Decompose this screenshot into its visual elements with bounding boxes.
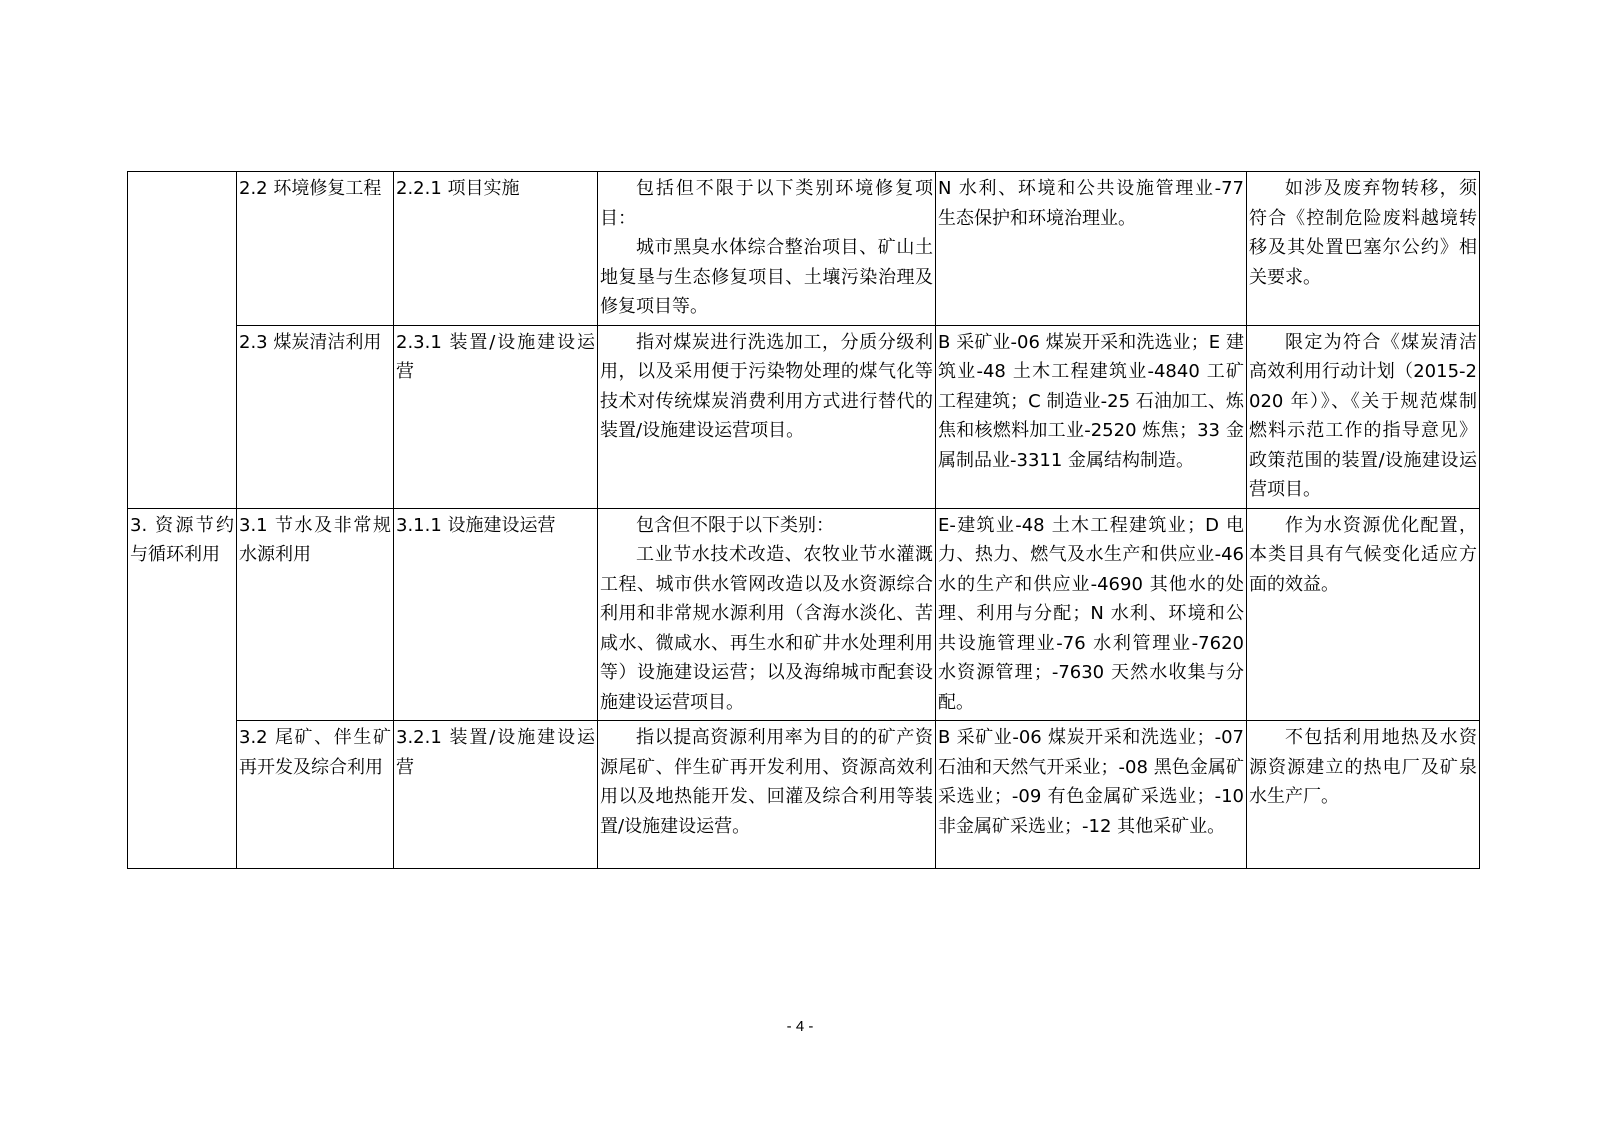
page-number: - 4 -	[786, 1018, 814, 1035]
table-row	[128, 172, 1480, 326]
notes-cell: 作为水资源优化配置，本类目具有气候变化适应方面的效益。	[1247, 508, 1480, 721]
industry-cell: N 水利、环境和公共设施管理业-77 生态保护和环境治理业。	[936, 172, 1247, 326]
description-cell	[598, 172, 936, 326]
item-cell: 2.2.1 项目实施	[394, 172, 598, 326]
item-cell: 3.2.1 装置/设施建设运营	[394, 721, 598, 869]
item-cell: 2.3.1 装置/设施建设运营	[394, 325, 598, 508]
industry-cell: B 采矿业-06 煤炭开采和洗选业；-07 石油和天然气开采业；-08 黑色金属矿采选业；-09 有色金属矿采选业；-10 非金属矿采选业；-12 其他采矿业。	[936, 721, 1247, 869]
description-paragraph: 指以提高资源利用率为目的的矿产资源尾矿、伴生矿再开发利用、资源高效利用以及地热能开发、回灌及综合利用等装置/设施建设运营。	[600, 727, 933, 837]
table-row	[128, 508, 1480, 721]
category-cell: 3. 资源节约与循环利用	[128, 508, 237, 869]
subcategory-cell: 3.2 尾矿、伴生矿再开发及综合利用	[237, 721, 394, 869]
description-paragraph: 工业节水技术改造、农牧业节水灌溉工程、城市供水管网改造以及水资源综合利用和非常规水源利用（含海水淡化、苦咸水、微咸水、再生水和矿井水处理利用等）设施建设运营；以及海绵城市配套设施建设运营项目。	[600, 544, 933, 713]
table-row	[128, 325, 1480, 508]
notes-cell: 限定为符合《煤炭清洁高效利用行动计划（2015-2020 年）》、《关于规范煤制燃料示范工作的指导意见》政策范围的装置/设施建设运营项目。	[1247, 325, 1480, 508]
category-cell	[128, 172, 237, 509]
classification-table	[127, 171, 1480, 869]
industry-cell: B 采矿业-06 煤炭开采和洗选业；E 建筑业-48 土木工程建筑业-4840 工矿工程建筑；C 制造业-25 石油加工、炼焦和核燃料加工业-2520 炼焦；33 金属制品业-3311 金属结构制造。	[936, 325, 1247, 508]
description-cell	[598, 508, 936, 721]
industry-cell: E-建筑业-48 土木工程建筑业；D 电力、热力、燃气及水生产和供应业-46 水的生产和供应业-4690 其他水的处理、利用与分配；N 水利、环境和公共设施管理业-76 水利管理业-7620 水资源管理；-7630 天然水收集与分配。	[936, 508, 1247, 721]
subcategory-cell: 2.2 环境修复工程	[237, 172, 394, 326]
item-cell: 3.1.1 设施建设运营	[394, 508, 598, 721]
notes-cell: 不包括利用地热及水资源资源建立的热电厂及矿泉水生产厂。	[1247, 721, 1480, 869]
description-paragraph: 包含但不限于以下类别：	[636, 514, 834, 536]
description-paragraph: 指对煤炭进行洗选加工，分质分级利用，以及采用便于污染物处理的煤气化等技术对传统煤炭消费利用方式进行替代的装置/设施建设运营项目。	[600, 331, 933, 441]
description-paragraph: 包括但不限于以下类别环境修复项目：	[600, 178, 933, 229]
notes-cell: 如涉及废弃物转移，须符合《控制危险废料越境转移及其处置巴塞尔公约》相关要求。	[1247, 172, 1480, 326]
description-cell	[598, 721, 936, 869]
subcategory-cell: 2.3 煤炭清洁利用	[237, 325, 394, 508]
subcategory-cell: 3.1 节水及非常规水源利用	[237, 508, 394, 721]
description-cell	[598, 325, 936, 508]
description-paragraph: 城市黑臭水体综合整治项目、矿山土地复垦与生态修复项目、土壤污染治理及修复项目等。	[600, 237, 933, 317]
table-row	[128, 721, 1480, 869]
